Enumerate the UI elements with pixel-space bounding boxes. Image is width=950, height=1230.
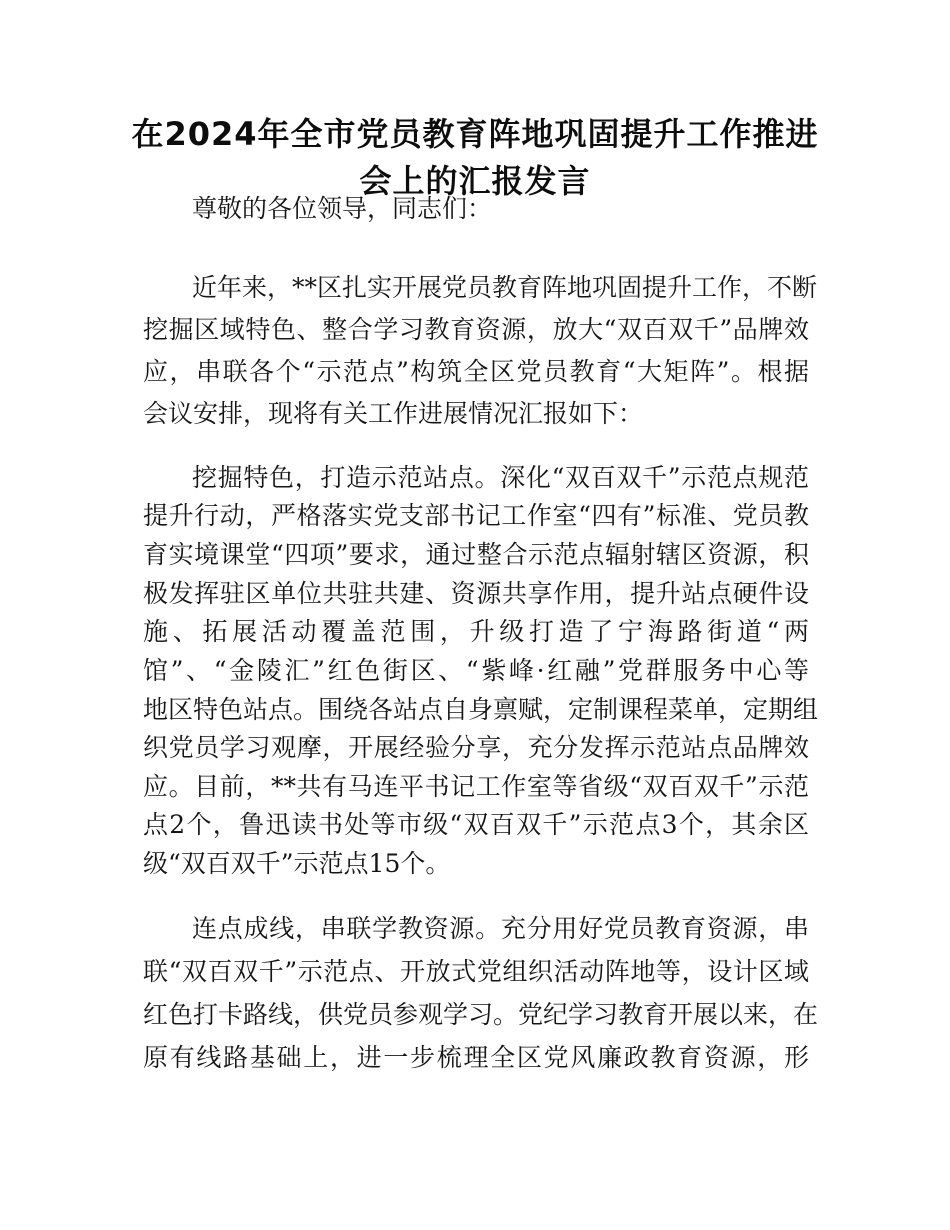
paragraph-2-line: 级“双百双千”示范点15个。 bbox=[143, 849, 451, 878]
paragraph-1-line: 挖掘区域特色、整合学习教育资源，放大“双百双千”品牌效 bbox=[143, 315, 809, 344]
paragraph-2-line: 应。目前，**共有马连平书记工作室等省级“双百双千”示范 bbox=[143, 772, 809, 801]
paragraph-3-line: 红色打卡路线，供党员参观学习。党纪学习教育开展以来，在 bbox=[143, 1000, 819, 1029]
paragraph-2-line: 提升行动，严格落实党支部书记工作室“四有”标准、党员教 bbox=[143, 501, 809, 530]
paragraph-1-line: 近年来，**区扎实开展党员教育阵地巩固提升工作，不断 bbox=[192, 273, 818, 302]
paragraph-3-line: 联“双百双千”示范点、开放式党组织活动阵地等，设计区域 bbox=[143, 957, 809, 986]
paragraph-2-line: 织党员学习观摩，开展经验分享，充分发挥示范站点品牌效 bbox=[143, 733, 809, 762]
paragraph-2-line: 点2个，鲁迅读书处等市级“双百双千”示范点3个，其余区 bbox=[143, 810, 809, 839]
paragraph-2-line: 馆”、“金陵汇”红色街区、“紫峰·红融”党群服务中心等 bbox=[143, 656, 809, 685]
document-title-line-1: 在2024年全市党员教育阵地巩固提升工作推进 bbox=[131, 115, 819, 153]
paragraph-2-line: 地区特色站点。围绕各站点自身禀赋，定制课程菜单，定期组 bbox=[143, 695, 819, 724]
paragraph-1-line: 应，串联各个“示范点”构筑全区党员教育“大矩阵”。根据 bbox=[143, 357, 809, 386]
paragraph-3-line: 原有线路基础上，进一步梳理全区党风廉政教育资源，形 bbox=[143, 1043, 809, 1072]
paragraph-2-line: 施、拓展活动覆盖范围，升级打造了宁海路街道“两 bbox=[143, 617, 809, 646]
paragraph-2-line: 挖掘特色，打造示范站点。深化“双百双千”示范点规范 bbox=[192, 463, 809, 492]
salutation: 尊敬的各位领导，同志们： bbox=[192, 194, 493, 223]
paragraph-2-line: 育实境课堂“四项”要求，通过整合示范点辐射辖区资源，积 bbox=[143, 540, 809, 569]
paragraph-3-line: 连点成线，串联学教资源。充分用好党员教育资源，串 bbox=[192, 914, 809, 943]
paragraph-2-line: 极发挥驻区单位共驻共建、资源共享作用，提升站点硬件设 bbox=[143, 579, 809, 608]
paragraph-1-line: 会议安排，现将有关工作进展情况汇报如下： bbox=[143, 399, 644, 428]
document-title-line-2: 会上的汇报发言 bbox=[359, 162, 591, 200]
